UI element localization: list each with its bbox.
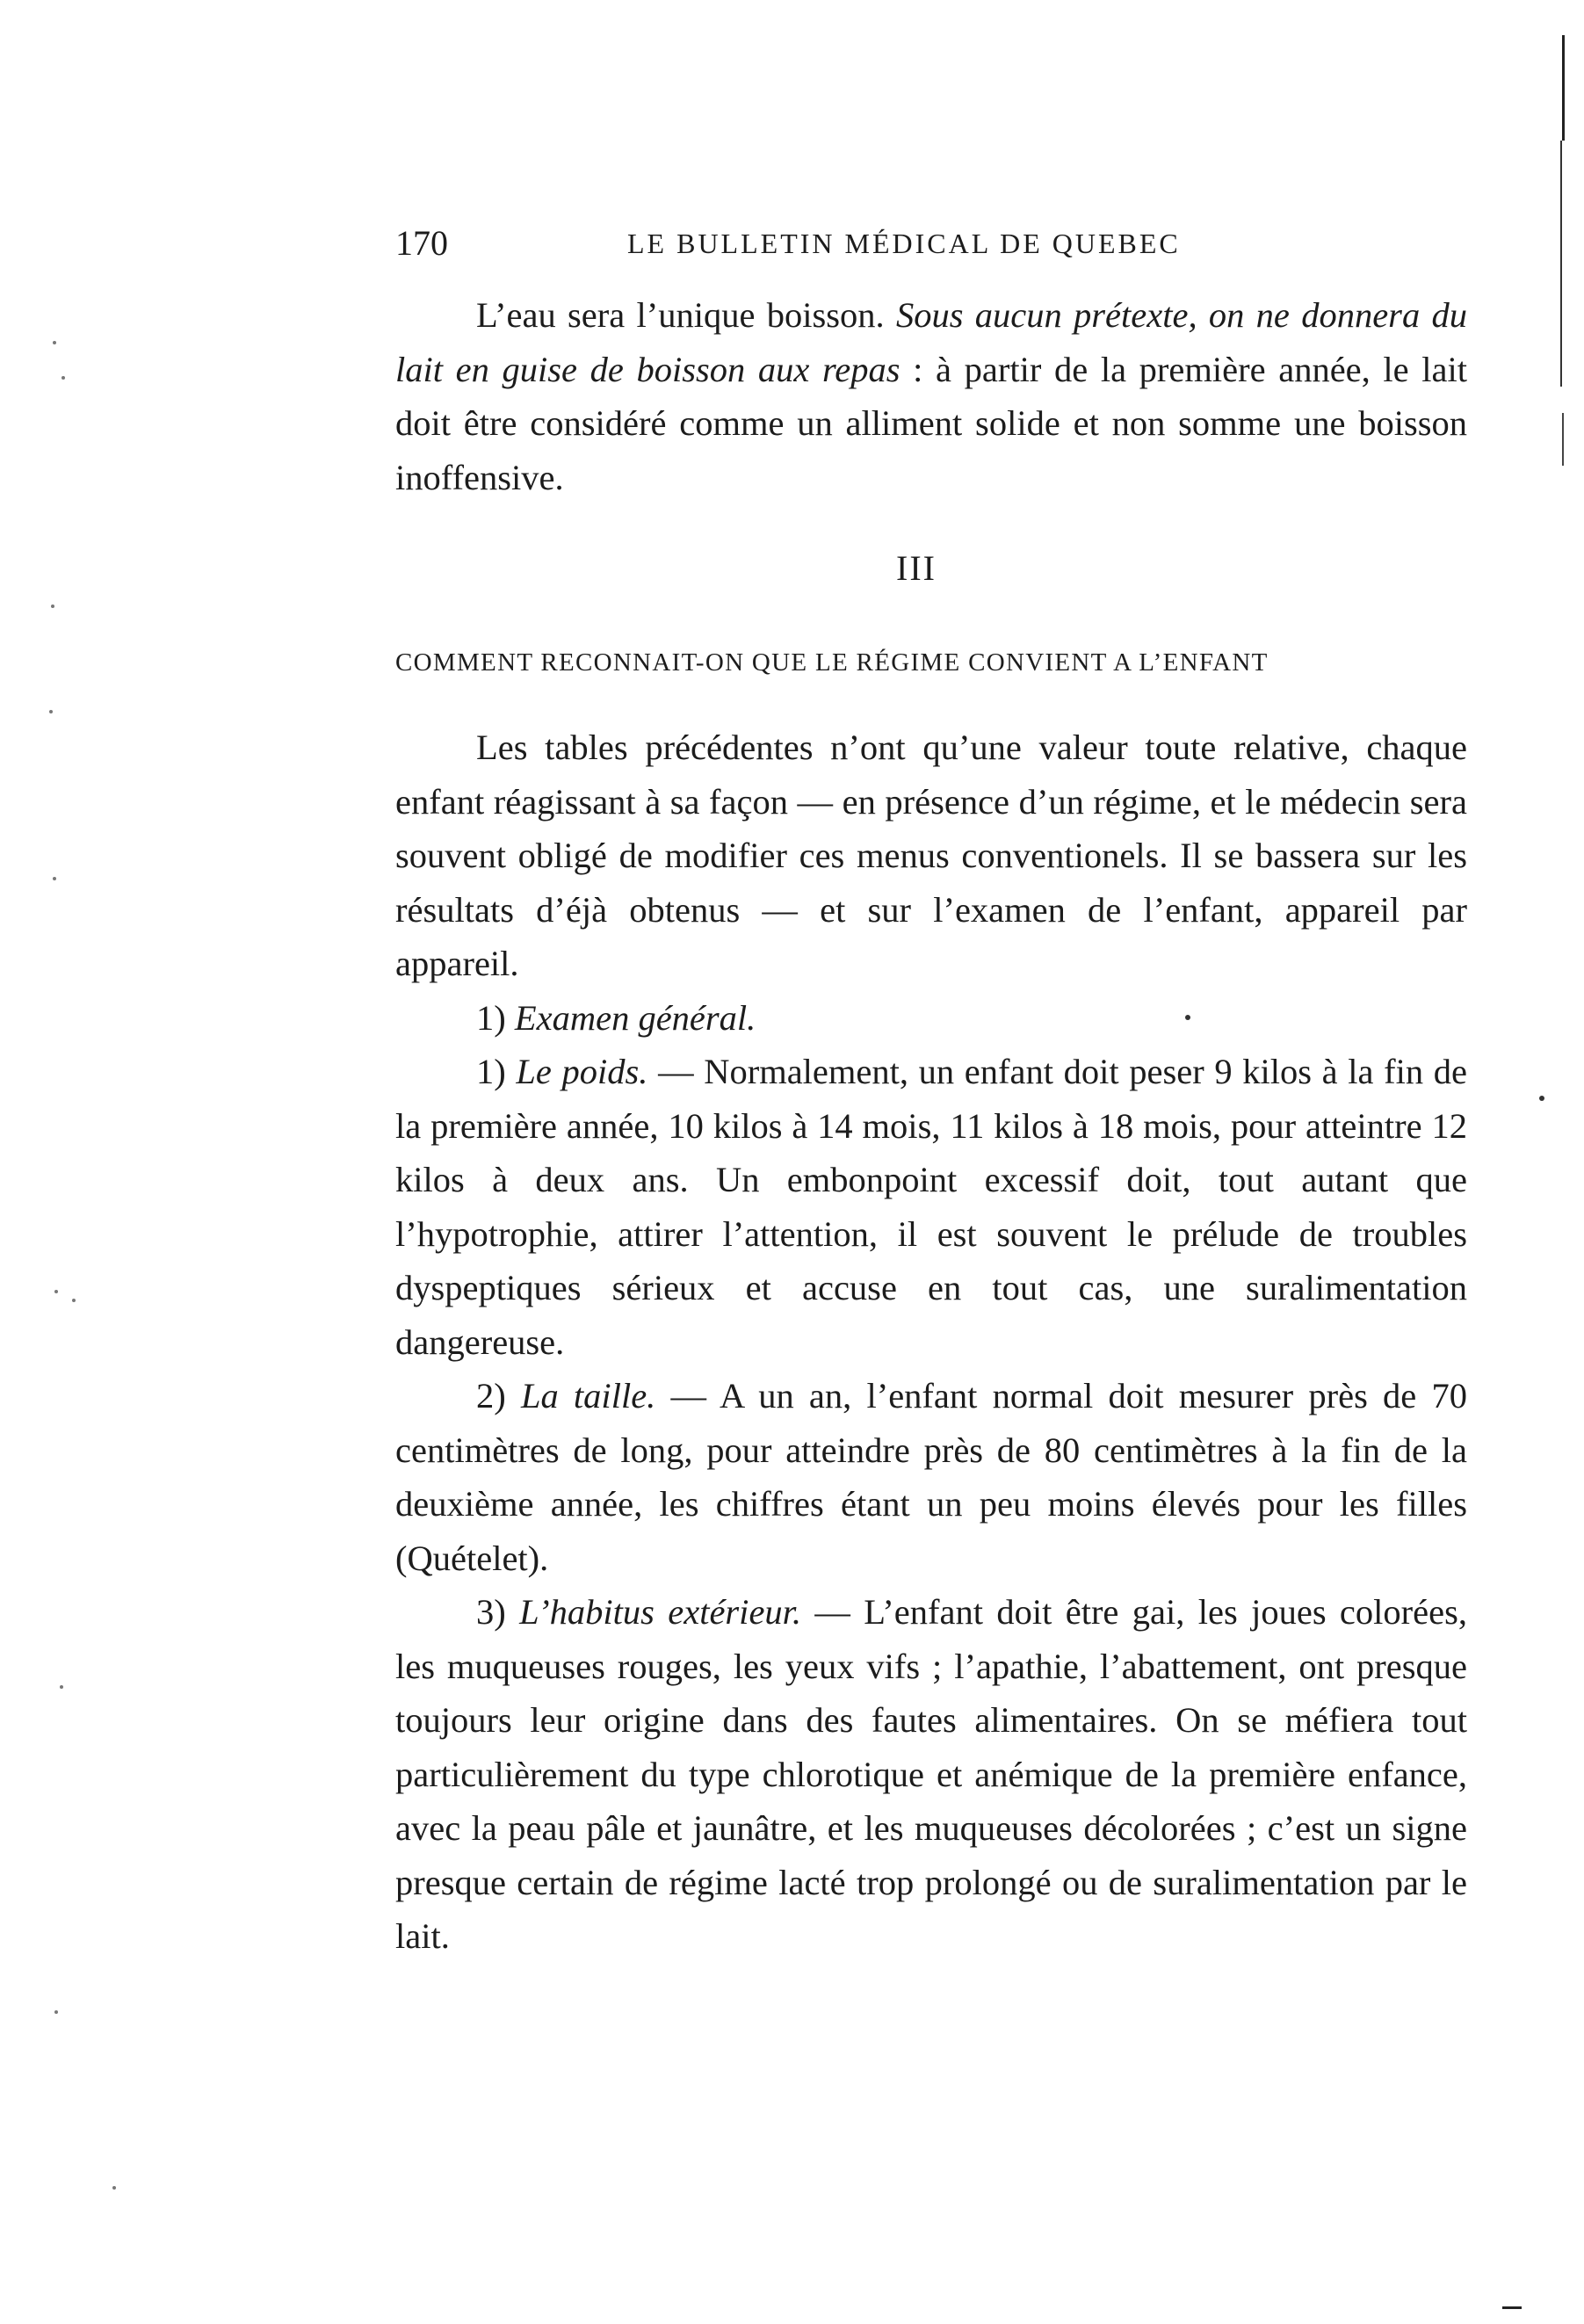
body-text-block xyxy=(395,720,1467,1964)
habitus-number: 3) xyxy=(476,1592,520,1632)
scan-edge-line xyxy=(1562,413,1564,466)
paragraph-poids xyxy=(395,1045,1467,1369)
examen-label: Examen général. xyxy=(514,997,756,1038)
taille-label: La taille. xyxy=(520,1376,656,1415)
scan-speck xyxy=(49,710,53,713)
habitus-text: — L’enfant doit être gai, les joues colorées, les muqueuses rouges, les yeux vifs ; l’apathie, l’abattement, ont presque toujours leur origine dans des fautes alimentaires. On se méfiera tout particulièrement du type chlorotique et anémique de la première enfance, avec la peau pâle et jaunâtre, et les muqueuses décolorées ; c’est un signe presque certain de régime lacté trop prolongé ou de suralimentation par le lait. xyxy=(395,1592,1467,1956)
scan-speck xyxy=(53,341,56,344)
paragraph-habitus xyxy=(395,1585,1467,1964)
running-title: LE BULLETIN MÉDICAL DE QUEBEC xyxy=(627,228,1181,259)
scan-edge-line xyxy=(1562,35,1565,141)
poids-number: 1) xyxy=(476,1052,517,1091)
scan-speck xyxy=(1539,1096,1544,1101)
scan-speck xyxy=(72,1299,76,1302)
poids-text: — Normalement, un enfant doit peser 9 kilos à la fin de la première année, 10 kilos à 14 mois, 11 kilos à 18 mois, pour atteintre 12 kilos à deux ans. Un embonpoint excessif doit, tout autant que l’hypotrophie, attirer l’attention, il est souvent le prélude de troubles dyspeptiques sérieux et accuse en tout cas, une suralimentation dangereuse. xyxy=(395,1052,1467,1362)
intro-italic: Sous aucun prétexte, on ne donnera du lait en guise de boisson aux repas xyxy=(395,295,1467,389)
page-number: 170 xyxy=(395,223,448,263)
poids-label: Le poids. xyxy=(516,1052,648,1091)
scan-speck xyxy=(54,1290,58,1293)
intro-paragraph-block xyxy=(395,288,1467,504)
taille-number: 2) xyxy=(476,1376,521,1415)
section-title: COMMENT RECONNAIT-ON QUE LE RÉGIME CONVIENT A L’ENFANT xyxy=(395,648,1269,677)
paragraph-tables: Les tables précédentes n’ont qu’une valeur toute relative, chaque enfant réagissant à sa façon — en présence d’un régime, et le médecin sera souvent obligé de modifier ces menus conventionels. Il se bassera sur les résultats d’éjà obtenus — et sur l’examen de l’enfant, appareil par appareil. xyxy=(395,728,1467,983)
paragraph-examen xyxy=(395,991,1467,1046)
scan-speck xyxy=(51,605,54,608)
scan-speck xyxy=(54,2010,58,2014)
scan-speck xyxy=(53,877,56,880)
examen-number: 1) xyxy=(476,997,515,1038)
taille-text: — A un an, l’enfant normal doit mesurer près de 70 centimètres de long, pour atteindre près de 80 centimètres à la fin de la deuxième année, les chiffres étant un peu moins élevés pour les filles (Quételet). xyxy=(395,1376,1467,1578)
section-numeral: III xyxy=(896,548,937,588)
intro-text-b: : à partir de la première année, le lait doit être considéré comme un alliment solide et non somme une boisson inoffensive. xyxy=(395,349,1467,497)
scan-speck xyxy=(112,2186,116,2190)
paragraph-taille xyxy=(395,1369,1467,1585)
scan-speck xyxy=(60,1685,63,1689)
intro-text-a: L’eau sera l’unique boisson. xyxy=(476,295,896,335)
scan-edge-line xyxy=(1502,2306,1522,2309)
page-header xyxy=(395,222,1467,275)
habitus-label: L’habitus extérieur. xyxy=(519,1592,802,1632)
scan-speck xyxy=(61,376,65,380)
scan-edge-line xyxy=(1560,141,1562,387)
intro-paragraph xyxy=(395,288,1467,504)
